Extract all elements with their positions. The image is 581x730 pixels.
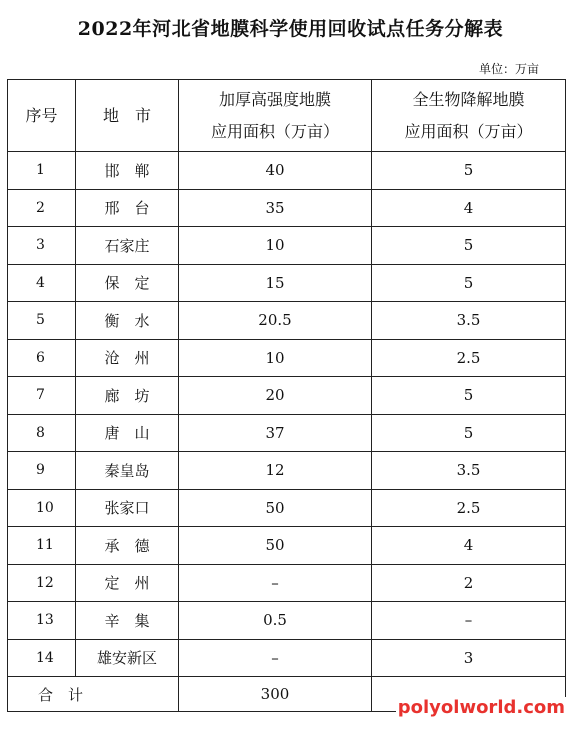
row-bio: 4 [372, 527, 566, 565]
row-no: 9 [8, 452, 76, 490]
row-bio: – [372, 602, 566, 640]
row-no: 2 [8, 189, 76, 227]
total-thick: 300 [179, 677, 372, 712]
table-row [8, 452, 566, 490]
row-no: 8 [8, 414, 76, 452]
table-row [8, 339, 566, 377]
header-city: 地 市 [76, 80, 179, 152]
row-bio: 2.5 [372, 339, 566, 377]
header-thick-line1: 加厚高强度地膜 [218, 89, 331, 109]
row-city: 承 德 [76, 527, 179, 565]
row-city: 邢 台 [76, 189, 179, 227]
row-city: 邯 郸 [76, 152, 179, 190]
table-row [8, 639, 566, 677]
table-row [8, 602, 566, 640]
row-bio: 2.5 [372, 489, 566, 527]
row-no: 5 [8, 302, 76, 340]
table-row [8, 414, 566, 452]
row-city: 保 定 [76, 264, 179, 302]
row-thick: 37 [179, 414, 372, 452]
task-table [7, 79, 566, 712]
table-row [8, 377, 566, 415]
row-city: 石家庄 [76, 227, 179, 265]
row-no: 12 [8, 564, 76, 602]
row-city: 辛 集 [76, 602, 179, 640]
header-no: 序号 [8, 80, 76, 152]
row-bio: 3 [372, 639, 566, 677]
row-no: 1 [8, 152, 76, 190]
header-bio-line1: 全生物降解地膜 [412, 89, 525, 109]
row-city: 沧 州 [76, 339, 179, 377]
table-row [8, 189, 566, 227]
row-no: 14 [8, 639, 76, 677]
row-thick: 10 [179, 227, 372, 265]
row-thick: 50 [179, 527, 372, 565]
row-thick: 50 [179, 489, 372, 527]
page-title: 2022年河北省地膜科学使用回收试点任务分解表 [77, 18, 504, 40]
row-city: 张家口 [76, 489, 179, 527]
row-bio: 5 [372, 227, 566, 265]
row-bio: 5 [372, 414, 566, 452]
table-row [8, 489, 566, 527]
row-thick: 0.5 [179, 602, 372, 640]
row-city: 定 州 [76, 564, 179, 602]
table-row [8, 264, 566, 302]
row-bio: 3.5 [372, 452, 566, 490]
table-row [8, 302, 566, 340]
row-thick: 10 [179, 339, 372, 377]
row-bio: 4 [372, 189, 566, 227]
row-thick: 12 [179, 452, 372, 490]
row-no: 13 [8, 602, 76, 640]
row-city: 廊 坊 [76, 377, 179, 415]
row-no: 10 [8, 489, 76, 527]
row-bio: 5 [372, 264, 566, 302]
row-no: 3 [8, 227, 76, 265]
table-row [8, 527, 566, 565]
row-thick: 20.5 [179, 302, 372, 340]
row-thick: – [179, 639, 372, 677]
row-thick: 35 [179, 189, 372, 227]
header-bio [372, 80, 566, 152]
table-row [8, 227, 566, 265]
header-thick [179, 80, 372, 152]
row-no: 7 [8, 377, 76, 415]
row-bio: 2 [372, 564, 566, 602]
row-bio: 5 [372, 377, 566, 415]
row-thick: 15 [179, 264, 372, 302]
row-city: 秦皇岛 [76, 452, 179, 490]
row-no: 11 [8, 527, 76, 565]
header-thick-line2: 应用面积（万亩） [210, 121, 339, 141]
row-thick: – [179, 564, 372, 602]
row-bio: 5 [372, 152, 566, 190]
row-no: 4 [8, 264, 76, 302]
row-thick: 20 [179, 377, 372, 415]
row-city: 雄安新区 [76, 639, 179, 677]
total-label: 合 计 [8, 677, 179, 712]
row-no: 6 [8, 339, 76, 377]
row-bio: 3.5 [372, 302, 566, 340]
watermark: polyolworld.com [397, 697, 565, 718]
row-city: 唐 山 [76, 414, 179, 452]
row-city: 衡 水 [76, 302, 179, 340]
table-row [8, 152, 566, 190]
row-thick: 40 [179, 152, 372, 190]
header-row [8, 80, 566, 152]
table-row [8, 564, 566, 602]
header-bio-line2: 应用面积（万亩） [404, 121, 533, 141]
unit-label: 单位：万亩 [478, 62, 539, 76]
